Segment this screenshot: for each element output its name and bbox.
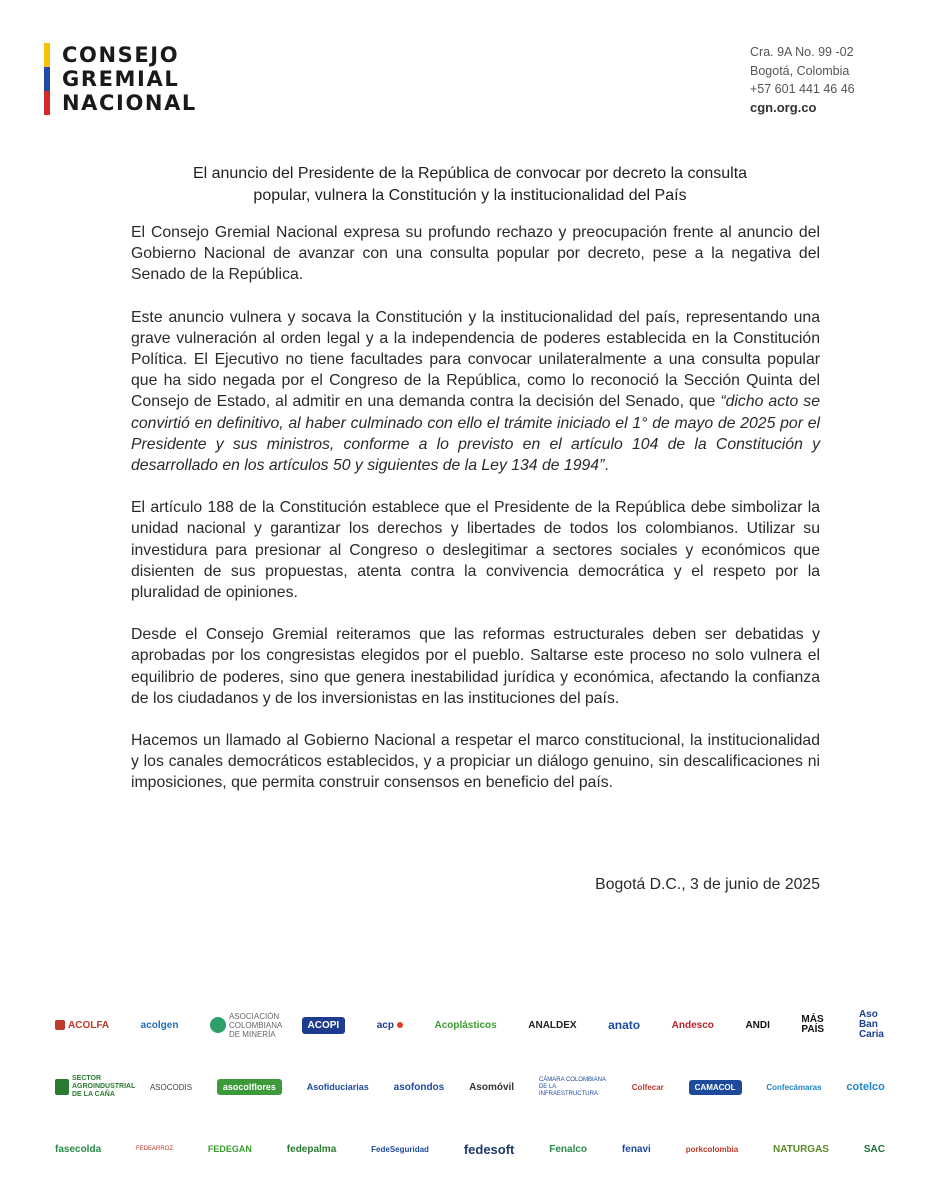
logo-asomovil: Asomóvil bbox=[469, 1081, 515, 1093]
title-line-2: popular, vulnera la Constitución y la institucionalidad del País bbox=[253, 187, 687, 204]
logo-line-2: GREMIAL bbox=[62, 67, 180, 91]
logo-asobancaria: Aso Ban Caria bbox=[858, 1009, 884, 1040]
logo-acolfa: ACOLFA bbox=[55, 1020, 109, 1031]
logo-naturgas: NATURGAS bbox=[773, 1143, 829, 1155]
logo-fedeseguridad: FedeSeguridad bbox=[371, 1144, 429, 1154]
logo-asofondos: asofondos bbox=[393, 1081, 445, 1093]
contact-block bbox=[750, 43, 880, 117]
paragraph-4: Desde el Consejo Gremial reiteramos que las reformas estructurales deben ser debatidas y aprobadas por los congresistas elegidos por el pueblo. Saltarse este proceso no solo vulnera el equilibrio de poderes, sino que genera inestabilidad jurídica y económica, afectando la confianza de los ciudadanos y de los inversionistas en las instituciones del país. bbox=[131, 626, 820, 707]
logo-infraestructura: CÁMARA COLOMBIANA DE LA INFRAESTRUCTURA bbox=[538, 1076, 606, 1097]
paragraph-2-quote: “dicho acto se convirtió en definitivo, al haber culminado con ello el trámite iniciado el 1° de mayo de 2025 por el Presidente y sus ministros, conforme a lo previsto en el artículo 104 de la Constitución y desarrollado en los artículos 50 y siguientes de la Ley 134 de 1994” bbox=[131, 393, 820, 475]
phone-number: +57 601 441 46 46 bbox=[750, 82, 855, 96]
address-line-2: Bogotá, Colombia bbox=[750, 63, 850, 78]
logo-sector-cana: SECTOR AGROINDUSTRIAL DE LA CAÑA bbox=[55, 1075, 125, 1099]
paragraph-3: El artículo 188 de la Constitución establece que el Presidente de la República debe simbolizar la unidad nacional y garantizar los derechos y libertades de todos los colombianos. Utilizar su investidura para presionar al Congreso o deslegitimar a sectores sociales y económicos que disienten de sus propuestas, atenta contra la convivencia democrática y el respeto por la pluralidad de opiniones. bbox=[131, 499, 820, 602]
sponsor-row-3 bbox=[55, 1129, 885, 1169]
logo-fedearroz: FEDEARROZ bbox=[136, 1146, 174, 1152]
title-line-1: El anuncio del Presidente de la República de convocar por decreto la consulta bbox=[192, 165, 748, 182]
address-line-1: Cra. 9A No. 99 -02 bbox=[750, 45, 854, 59]
paragraph-5: Hacemos un llamado al Gobierno Nacional a respetar el marco constitucional, la institucionalidad y los canales democráticos establecidos, y a propiciar un diálogo genuino, sin descalificaciones ni imposiciones, que permita construir consensos en beneficio del país. bbox=[131, 732, 820, 792]
paragraph-2-text: Este anuncio vulnera y socava la Constitución y la institucionalidad del país, representando una grave vulneración al orden legal y a la independencia de poderes establecida en la Constitución Política. El Ejecutivo no tiene facultades para convocar unilateralmente a una consulta popular que ha sido negada por el Congreso de la República, como lo reconoció la Sección Quinta del Consejo de Estado, al admitir en una demanda contra la decisión del Senado, que bbox=[131, 308, 820, 411]
logo-andi: ANDI bbox=[745, 1019, 770, 1031]
paragraph-2-end: . bbox=[604, 457, 609, 475]
logo-line-1: CONSEJO bbox=[62, 43, 180, 67]
sponsor-row-1 bbox=[55, 1005, 885, 1045]
logo-line-3: NACIONAL bbox=[62, 91, 197, 115]
logo-anato: anato bbox=[608, 1018, 641, 1032]
cgn-logo bbox=[44, 43, 197, 118]
logo-colfecar: Colfecar bbox=[631, 1082, 664, 1092]
logo-asocolflores: asocolflores bbox=[217, 1079, 282, 1095]
logo-sac: SAC bbox=[863, 1143, 885, 1155]
logo-mineria: ASOCIACIÓN COLOMBIANA DE MINERÍA bbox=[210, 1012, 270, 1039]
logo-acp: acp bbox=[377, 1020, 403, 1031]
logo-fedegan: FEDEGAN bbox=[207, 1144, 252, 1154]
logo-asofiduciarias: Asofiduciarias bbox=[306, 1082, 369, 1092]
document-title bbox=[100, 163, 840, 207]
website-link[interactable]: cgn.org.co bbox=[750, 99, 817, 115]
document-date: Bogotá D.C., 3 de junio de 2025 bbox=[595, 876, 820, 893]
logo-cotelco: cotelco bbox=[846, 1081, 885, 1093]
logo-porkcolombia: porkcolombia bbox=[685, 1144, 739, 1154]
logo-acopi: ACOPI bbox=[302, 1017, 346, 1034]
logo-asocodis: ASOCODIS bbox=[149, 1082, 193, 1092]
sponsor-logos bbox=[55, 1005, 885, 1191]
logo-camacol: CAMACOL bbox=[689, 1080, 742, 1095]
logo-fedepalma: fedepalma bbox=[286, 1143, 337, 1155]
logo-fasecolda: fasecolda bbox=[55, 1143, 102, 1155]
logo-confecamaras: Confecámaras bbox=[766, 1082, 822, 1092]
logo-fenalco: Fenalco bbox=[549, 1143, 588, 1155]
logo-fedesoft: fedesoft bbox=[463, 1141, 515, 1157]
document-body bbox=[131, 222, 820, 815]
logo-acolgen: acolgen bbox=[140, 1019, 179, 1031]
logo-color-bar bbox=[44, 43, 50, 115]
paragraph-1: El Consejo Gremial Nacional expresa su profundo rechazo y preocupación frente al anuncio del Gobierno Nacional de avanzar con una consulta popular por decreto, pese a la negativa del Senado de la República. bbox=[131, 224, 820, 284]
logo-acoplasticos: Acoplásticos bbox=[434, 1019, 497, 1031]
logo-andesco: Andesco bbox=[671, 1019, 714, 1031]
logo-analdex: ANALDEX bbox=[528, 1019, 577, 1031]
paragraph-2 bbox=[131, 307, 820, 477]
logo-mas-pais: MÁS PAÍS bbox=[801, 1014, 825, 1035]
logo-fenavi: fenavi bbox=[621, 1143, 651, 1155]
sponsor-row-2 bbox=[55, 1067, 885, 1107]
